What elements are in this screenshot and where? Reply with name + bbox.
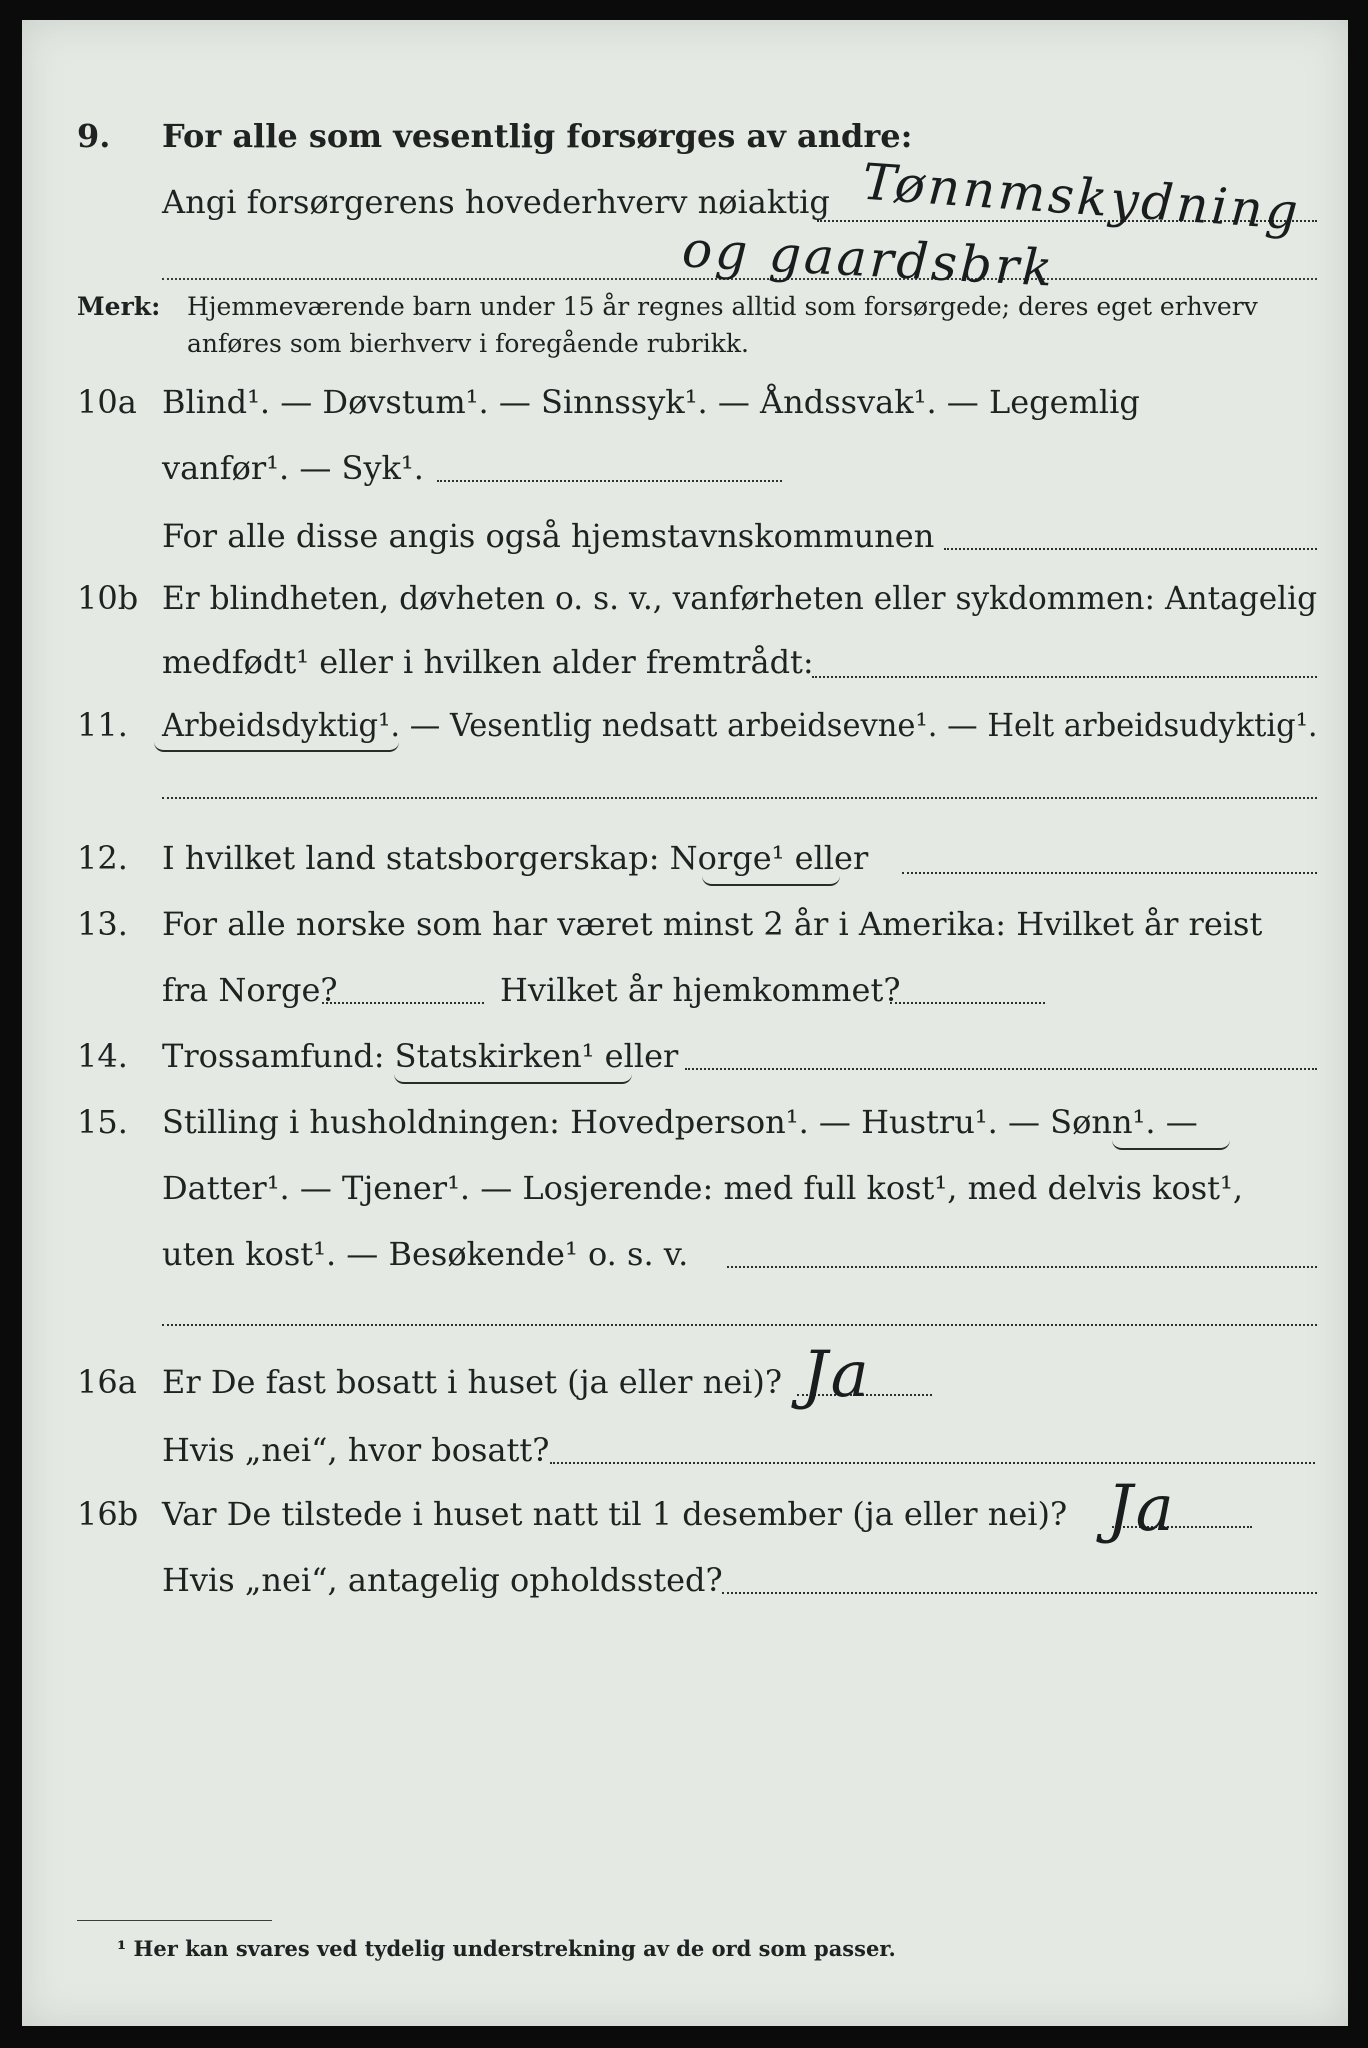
q15-text-3: uten kost¹. — Besøkende¹ o. s. v. (162, 1235, 689, 1273)
q12-fill (902, 872, 1317, 874)
q9-handwritten-answer-1: Tønnmskydning (860, 152, 1303, 242)
merk-text-1: Hjemmeværende barn under 15 år regnes alltid som forsørgede; deres eget erhverv (187, 292, 1258, 321)
q10a-syk-fill (437, 480, 782, 482)
q14-text: Trossamfund: Statskirken¹ eller (162, 1037, 679, 1075)
merk-text-2: anføres som bierhverv i foregående rubrikk. (187, 329, 749, 358)
q10a-text-2: vanfør¹. — Syk¹. (162, 449, 424, 487)
q12-underline-mark (702, 876, 840, 886)
q16b-text-2: Hvis „nei“, antagelig opholdssted? (162, 1561, 723, 1599)
q13-text-2b: Hvilket år hjemkommet? (500, 971, 901, 1009)
q16a-handwritten-answer: Ja (802, 1338, 872, 1412)
q13-reist-fill (322, 1002, 484, 1004)
q16b-handwritten-answer: Ja (1107, 1472, 1177, 1546)
merk-label: Merk: (77, 292, 161, 321)
q10b-text-2: medfødt¹ eller i hvilken alder fremtrådt: (162, 643, 814, 681)
q15-text-2: Datter¹. — Tjener¹. — Losjerende: med full kost¹, med delvis kost¹, (162, 1169, 1244, 1207)
q9-prompt: Angi forsørgerens hovederhverv nøiaktig (162, 183, 830, 221)
q15-underline-mark (1112, 1140, 1230, 1150)
footnote-text: ¹ Her kan svares ved tydelig understrekning av de ord som passer. (117, 1936, 896, 1961)
q16a-number: 16a (77, 1363, 137, 1401)
q15-text-1: Stilling i husholdningen: Hovedperson¹. — Hustru¹. — Sønn¹. — (162, 1103, 1198, 1141)
q9-title: For alle som vesentlig forsørges av andre: (162, 117, 913, 155)
q13-number: 13. (77, 905, 128, 943)
q10b-fill (812, 676, 1317, 678)
q13-hjemkommet-fill (890, 1002, 1045, 1004)
q13-text-1: For alle norske som har været minst 2 år i Amerika: Hvilket år reist (162, 905, 1263, 943)
q13-text-2a: fra Norge? (162, 971, 338, 1009)
q15-fill-1 (727, 1266, 1317, 1268)
q16b-opholdssted-fill (722, 1592, 1317, 1594)
q14-number: 14. (77, 1037, 128, 1075)
q16a-bosatt-fill (550, 1462, 1315, 1464)
q16b-text-1: Var De tilstede i huset natt til 1 desember (ja eller nei)? (162, 1495, 1068, 1533)
q11-fill (162, 797, 1317, 799)
q9-number: 9. (77, 117, 111, 155)
census-form-page (22, 20, 1348, 2026)
q10b-number: 10b (77, 579, 139, 617)
q15-number: 15. (77, 1103, 128, 1141)
q11-underline-mark (154, 742, 399, 752)
q16b-number: 16b (77, 1495, 139, 1533)
q10b-text-1: Er blindheten, døvheten o. s. v., vanførheten eller sykdommen: Antagelig (162, 579, 1318, 617)
q10a-text-3: For alle disse angis også hjemstavnskommunen (162, 517, 935, 555)
q10a-number: 10a (77, 383, 137, 421)
q14-underline-mark (394, 1074, 632, 1084)
q11-text: Arbeidsdyktig¹. — Vesentlig nedsatt arbeidsevne¹. — Helt arbeidsudyktig¹. (162, 706, 1318, 744)
footnote-rule (77, 1920, 272, 1921)
q16a-text-1: Er De fast bosatt i huset (ja eller nei)? (162, 1363, 783, 1401)
q12-number: 12. (77, 839, 128, 877)
q11-number: 11. (77, 706, 128, 744)
q16a-text-2: Hvis „nei“, hvor bosatt? (162, 1431, 550, 1469)
q10a-kommune-fill (944, 548, 1317, 550)
q12-text: I hvilket land statsborgerskap: Norge¹ eller (162, 839, 869, 877)
q14-fill (685, 1068, 1317, 1070)
q9-handwritten-answer-2: og gaardsbrk (680, 220, 1057, 298)
q10a-text-1: Blind¹. — Døvstum¹. — Sinnssyk¹. — Åndssvak¹. — Legemlig (162, 383, 1140, 421)
q15-fill-2 (162, 1324, 1317, 1326)
